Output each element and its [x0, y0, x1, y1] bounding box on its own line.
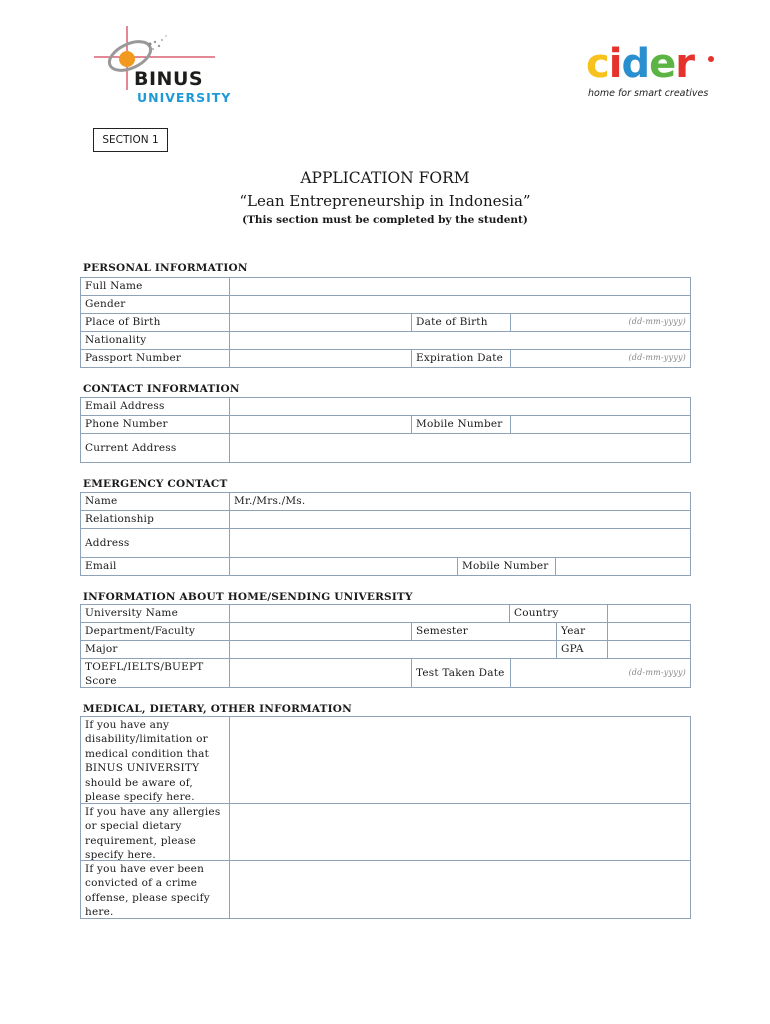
university-name-label: University Name [80, 604, 230, 623]
expiration-date-hint: (dd-mm-yyyy) [628, 353, 686, 363]
place-of-birth-label: Place of Birth [80, 313, 230, 332]
form-title: APPLICATION FORM [300, 169, 470, 187]
binus-logo-sub: UNIVERSITY [137, 90, 232, 105]
place-of-birth-field[interactable] [229, 313, 412, 332]
email-address-field[interactable] [229, 397, 691, 416]
disability-label: If you have any disability/limitation or medical condition that BINUS UNIVERSITY should be aware of, please specify here. [80, 716, 230, 804]
gpa-field[interactable] [607, 640, 691, 659]
emergency-email-label: Email [80, 557, 230, 576]
year-label: Year [556, 622, 608, 641]
relationship-field[interactable] [229, 510, 691, 529]
gpa-label: GPA [556, 640, 608, 659]
emergency-name-label: Name [80, 492, 230, 511]
section-label: SECTION 1 [93, 128, 168, 152]
emergency-address-field[interactable] [229, 528, 691, 558]
cider-dot-icon [706, 54, 716, 64]
date-of-birth-field[interactable] [510, 313, 691, 332]
allergies-field[interactable] [229, 803, 691, 861]
expiration-date-field[interactable] [510, 349, 691, 368]
emergency-section-title: EMERGENCY CONTACT [83, 478, 228, 490]
cider-logo [586, 41, 716, 106]
country-field[interactable] [607, 604, 691, 623]
test-date-hint: (dd-mm-yyyy) [628, 667, 686, 677]
phone-number-field[interactable] [229, 415, 412, 434]
expiration-date-label: Expiration Date [411, 349, 511, 368]
personal-section-title: PERSONAL INFORMATION [83, 262, 248, 274]
gender-label: Gender [80, 295, 230, 314]
passport-number-field[interactable] [229, 349, 412, 368]
test-date-field[interactable] [510, 658, 691, 688]
test-date-label: Test Taken Date [411, 658, 511, 688]
contact-section-title: CONTACT INFORMATION [83, 383, 240, 395]
emergency-address-label: Address [80, 528, 230, 558]
year-field[interactable] [607, 622, 691, 641]
university-name-field[interactable] [229, 604, 510, 623]
phone-number-label: Phone Number [80, 415, 230, 434]
emergency-mobile-label: Mobile Number [457, 557, 556, 576]
emergency-mobile-field[interactable] [555, 557, 691, 576]
disability-field[interactable] [229, 716, 691, 804]
test-score-label: TOEFL/IELTS/BUEPT Score [80, 658, 230, 688]
email-address-label: Email Address [80, 397, 230, 416]
major-field[interactable] [229, 640, 557, 659]
contact-mobile-field[interactable] [510, 415, 691, 434]
relationship-label: Relationship [80, 510, 230, 529]
country-label: Country [509, 604, 608, 623]
form-subtitle: “Lean Entrepreneurship in Indonesia” [239, 192, 531, 210]
current-address-label: Current Address [80, 433, 230, 463]
date-of-birth-hint: (dd-mm-yyyy) [628, 317, 686, 327]
nationality-field[interactable] [229, 331, 691, 350]
full-name-field[interactable] [229, 277, 691, 296]
form-note: (This section must be completed by the student) [242, 214, 528, 226]
semester-label: Semester [411, 622, 557, 641]
major-label: Major [80, 640, 230, 659]
emergency-email-field[interactable] [229, 557, 458, 576]
gender-field[interactable] [229, 295, 691, 314]
date-of-birth-label: Date of Birth [411, 313, 511, 332]
allergies-label: If you have any allergies or special dietary requirement, please specify here. [80, 803, 230, 861]
cider-logo-name: cider [586, 41, 694, 87]
department-field[interactable] [229, 622, 412, 641]
department-label: Department/Faculty [80, 622, 230, 641]
name-prefix: Mr./Mrs./Ms. [234, 495, 306, 507]
full-name-label: Full Name [80, 277, 230, 296]
emergency-name-field[interactable] [229, 492, 691, 511]
binus-university-logo [90, 22, 240, 112]
test-score-field[interactable] [229, 658, 412, 688]
medical-section-title: MEDICAL, DIETARY, OTHER INFORMATION [83, 703, 352, 715]
university-section-title: INFORMATION ABOUT HOME/SENDING UNIVERSITY [83, 591, 413, 603]
cider-tagline: home for smart creatives [588, 88, 709, 99]
passport-number-label: Passport Number [80, 349, 230, 368]
conviction-field[interactable] [229, 860, 691, 919]
current-address-field[interactable] [229, 433, 691, 463]
conviction-label: If you have ever been convicted of a crime offense, please specify here. [80, 860, 230, 919]
binus-logo-name: BINUS [134, 68, 204, 90]
nationality-label: Nationality [80, 331, 230, 350]
contact-mobile-label: Mobile Number [411, 415, 511, 434]
